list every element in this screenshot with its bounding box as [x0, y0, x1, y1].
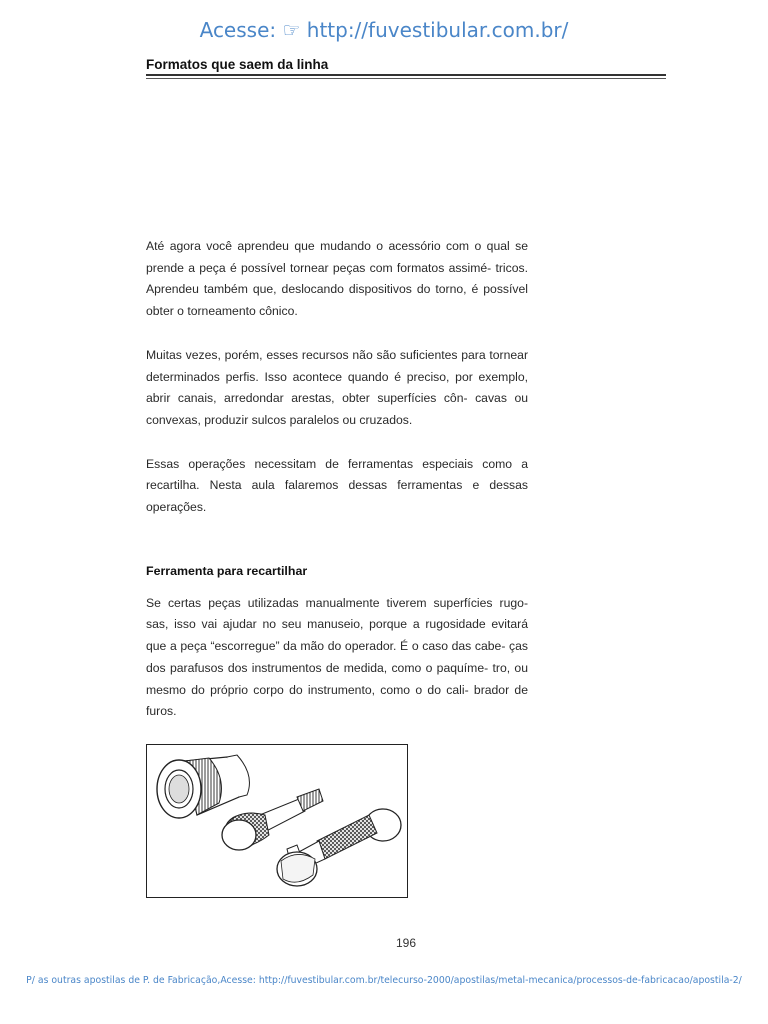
paragraph: Até agora você aprendeu que mudando o acessório com o qual se prende a peça é possível tornear peças com formatos assimé- tricos. Aprendeu também que, deslocando dispositivos do torno, é possível obter o torneamento cônico.: [146, 239, 528, 319]
knurled-sleeve: [157, 755, 249, 818]
header-rule: [146, 74, 666, 76]
knurled-parts-illustration: [146, 744, 408, 898]
top-banner-link[interactable]: Acesse: ☞ http://fuvestibular.com.br/: [199, 18, 569, 42]
paragraph: Se certas peças utilizadas manualmente tiverem superfícies rugo- sas, isso vai ajudar no seu manuseio, porque a rugosidade evitará que a peça “escorregue” da mão do operador. É o caso das cabe- ças dos parafusos dos instrumentos de medida, como o paquíme- tro, ou mesmo do próprio corpo do instrumento, como o do cali- brador de furos.: [146, 595, 528, 719]
footer-link[interactable]: P/ as outras apostilas de P. de Fabricação,Acesse: http://fuvestibular.com.br/telecurso-2000/apostilas/metal-mecanica/processos-de-fabricacao/apostila-2/: [26, 975, 742, 986]
paragraph: Muitas vezes, porém, esses recursos não são suficientes para tornear determinados perfis. Isso acontece quando é preciso, por exemplo, abrir canais, arredondar arestas, obter superfícies côn- cavas ou convexas, produzir sulcos paralelos ou cruzados.: [146, 347, 528, 427]
page-number: 196: [395, 936, 417, 950]
section-heading: Ferramenta para recartilhar: [146, 563, 308, 578]
knurled-pin: [277, 809, 401, 886]
header-rule-secondary: [146, 78, 666, 79]
body-text: [146, 236, 528, 745]
paragraph: Essas operações necessitam de ferramentas especiais como a recartilha. Nesta aula falaremos dessas ferramentas e dessas operações.: [146, 456, 528, 515]
chapter-header-title: Formatos que saem da linha: [146, 57, 329, 72]
knurled-parts-drawing: [147, 745, 407, 897]
